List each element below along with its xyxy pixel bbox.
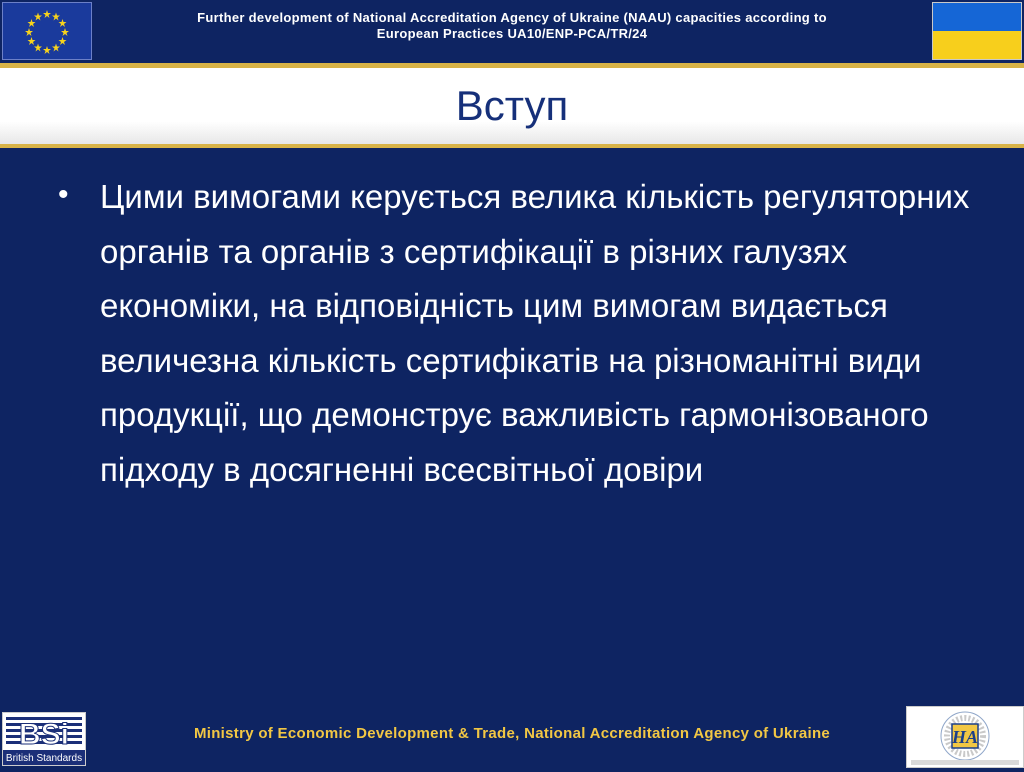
ukraine-flag-icon (932, 2, 1022, 60)
bullet-icon: • (58, 178, 69, 211)
eu-flag-icon (2, 2, 92, 60)
slide-content (58, 170, 978, 497)
ukraine-flag-yellow-stripe (933, 31, 1021, 59)
title-band (0, 68, 1024, 144)
slide-title: Вступ (455, 82, 569, 129)
project-header-text (100, 10, 924, 42)
bsi-logo-icon (2, 712, 86, 766)
slide-header (0, 0, 1024, 66)
project-header-line1: Further development of National Accreditation Agency of Ukraine (NAAU) capacities according to (197, 10, 827, 25)
bullet-text: Цими вимогами керується велика кількість регуляторних органів та органів з сертифікації в різних галузях економіки, на відповідність цим вимогам видається величезна кількість сертифікатів на різноманітні види продукції, що демонструє важливість гармонізованого підходу в досягненні всесвітньої довіри (100, 178, 970, 488)
naau-logo-letters: НА (951, 727, 979, 747)
project-header-line2: European Practices UA10/ENP-PCA/TR/24 (376, 26, 648, 41)
bsi-logo-caption: British Standards (5, 753, 83, 764)
naau-logo-icon (906, 706, 1024, 768)
footer-text: Ministry of Economic Development & Trade, National Accreditation Agency of Ukraine (193, 725, 831, 742)
gold-divider-bottom (0, 144, 1024, 148)
ukraine-flag-blue-stripe (933, 3, 1021, 31)
bsi-logo-word: BSi (18, 718, 70, 751)
